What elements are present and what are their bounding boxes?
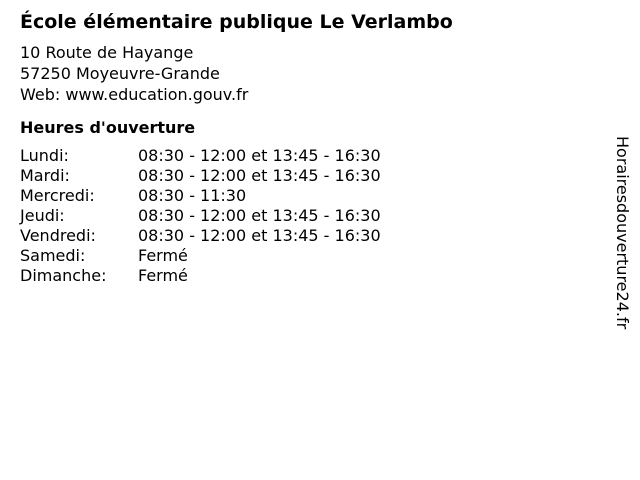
day-label: Vendredi: <box>20 226 96 245</box>
hours-row-monday <box>20 146 381 166</box>
address-street: 10 Route de Hayange <box>20 43 194 62</box>
day-label: Mercredi: <box>20 186 95 205</box>
website-line: Web: www.education.gouv.fr <box>20 85 249 104</box>
day-label: Dimanche: <box>20 266 107 285</box>
hours-row-sunday <box>20 266 381 286</box>
day-label: Lundi: <box>20 146 69 165</box>
site-brand-vertical <box>612 136 632 372</box>
site-brand-text: Horairesdouverture24.fr <box>613 136 632 330</box>
day-label: Jeudi: <box>20 206 65 225</box>
opening-hours-heading: Heures d'ouverture <box>20 118 196 137</box>
day-hours: Fermé <box>138 266 188 285</box>
opening-hours-table <box>20 146 381 286</box>
hours-row-wednesday <box>20 186 381 206</box>
address-block <box>20 42 600 105</box>
day-hours: 08:30 - 11:30 <box>138 186 247 205</box>
address-city: 57250 Moyeuvre-Grande <box>20 64 220 83</box>
day-hours: 08:30 - 12:00 et 13:45 - 16:30 <box>138 206 381 225</box>
school-name: École élémentaire publique Le Verlambo <box>20 11 453 33</box>
day-hours: 08:30 - 12:00 et 13:45 - 16:30 <box>138 226 381 245</box>
hours-row-friday <box>20 226 381 246</box>
day-label: Samedi: <box>20 246 86 265</box>
day-label: Mardi: <box>20 166 70 185</box>
day-hours: Fermé <box>138 246 188 265</box>
school-info-card <box>20 9 600 286</box>
day-hours: 08:30 - 12:00 et 13:45 - 16:30 <box>138 146 381 165</box>
hours-row-tuesday <box>20 166 381 186</box>
hours-row-saturday <box>20 246 381 266</box>
hours-row-thursday <box>20 206 381 226</box>
day-hours: 08:30 - 12:00 et 13:45 - 16:30 <box>138 166 381 185</box>
